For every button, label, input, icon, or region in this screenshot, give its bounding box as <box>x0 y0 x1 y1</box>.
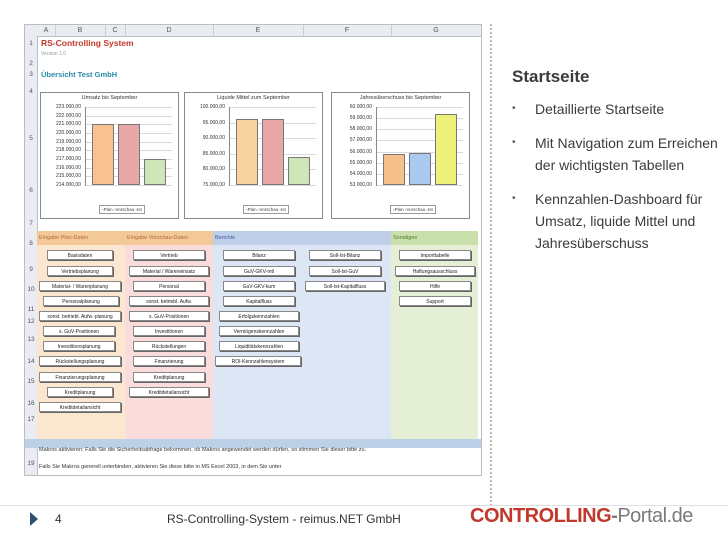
button-vermoegenskennzahlen[interactable]: Vermögenskennzahlen <box>219 326 299 336</box>
section-header-sonstiges: Sonstiges <box>391 231 478 245</box>
button-kapitalfluss[interactable]: Kapitalfluss <box>223 296 295 306</box>
button-soll-ist-bilanz[interactable]: Soll-Ist-Bilanz <box>309 250 381 260</box>
button-guv-gkv-kum[interactable]: GuV-GKV-kum <box>223 281 295 291</box>
button-s-guv-positionen[interactable]: s. GuV-Positionen <box>43 326 115 336</box>
button-kreditdetailansicht[interactable]: Kreditdetailansicht <box>39 402 121 412</box>
button-kreditplanung[interactable]: Kreditplanung <box>47 387 113 397</box>
axis-tick-label: 219.000,00 <box>55 138 81 145</box>
axis-tick-label: 57.000,00 <box>349 137 372 144</box>
row-number: 8 <box>29 240 33 247</box>
button-importtabelle[interactable]: Importtabelle <box>399 250 471 260</box>
button-erfolgskennzahlen[interactable]: Erfolgskennzahlen <box>219 311 299 321</box>
chart-legend: ▫Plan ▫Vorschau ▫Ist <box>243 205 289 214</box>
column-header-bar <box>25 25 481 37</box>
chart-plot <box>376 107 463 186</box>
button-material-warenplanung[interactable]: Material- / Warenplanung <box>39 281 121 291</box>
gridline <box>377 185 463 186</box>
logo-separator: - <box>611 505 618 527</box>
column-header-a: A <box>37 25 56 36</box>
column-header-e: E <box>213 25 304 36</box>
row-number: 11 <box>27 306 35 313</box>
row-number: 4 <box>29 88 33 95</box>
axis-tick-label: 221.000,00 <box>55 121 81 128</box>
axis-tick-label: 100.000,00 <box>199 104 225 110</box>
button-finanzierung[interactable]: Finanzierung <box>133 356 205 366</box>
chart-bar <box>288 157 310 185</box>
axis-tick-label: 58.000,00 <box>349 126 372 133</box>
macro-note-1: Makros aktivieren: Falls Sie die Sicherheitsabfrage bekommen, ob Makros angewendet werden dürfen, so stimmen Sie dieser bitte zu. <box>39 447 367 453</box>
row-number: 15 <box>27 378 35 385</box>
row-number: 3 <box>29 71 33 78</box>
sheet-subtitle: Übersicht Test GmbH <box>41 70 118 79</box>
footer-triangle-icon <box>30 512 38 526</box>
axis-tick-label: 90.000,00 <box>202 135 225 142</box>
axis-tick-label: 95.000,00 <box>202 119 225 126</box>
row-number: 16 <box>27 400 35 407</box>
gridline <box>86 185 172 186</box>
row-number: 2 <box>29 60 33 67</box>
chart-bar <box>383 154 405 185</box>
row-number: 13 <box>27 336 35 343</box>
button-soll-ist-kapitalfluss[interactable]: Soll-Ist-Kapitalfluss <box>305 281 385 291</box>
chart-bar <box>409 153 431 185</box>
axis-tick-label: 53.000,00 <box>349 182 372 188</box>
column-header-f: F <box>303 25 392 36</box>
axis-tick-label: 223.000,00 <box>55 104 81 110</box>
slide-title: Startseite <box>512 67 590 86</box>
button-support[interactable]: Support <box>399 296 471 306</box>
column-header-b: B <box>55 25 106 36</box>
axis-tick-label: 216.000,00 <box>55 164 81 171</box>
axis-tick-label: 222.000,00 <box>55 112 81 119</box>
axis-tick-label: 59.000,00 <box>349 115 372 122</box>
axis-tick-label: 54.000,00 <box>349 170 372 177</box>
button-personalplanung[interactable]: Personalplanung <box>43 296 119 306</box>
button-vertriebsplanung[interactable]: Vertriebsplanung <box>47 266 113 276</box>
button-investitionen[interactable]: Investitionen <box>133 326 205 336</box>
section-header-plan: Eingabe Plan-Daten <box>37 231 125 245</box>
button-bilanz[interactable]: Bilanz <box>223 250 295 260</box>
gridline <box>230 107 316 108</box>
chart-title: Umsatz bis September <box>81 95 138 101</box>
chart-umsatz <box>40 92 179 219</box>
gridline <box>86 116 172 117</box>
button-liquiditaetskennzahlen[interactable]: Liquiditätskennzahlen <box>219 341 299 351</box>
page-number: 4 <box>55 512 62 526</box>
row-number: 10 <box>27 286 35 293</box>
gridline <box>230 185 316 186</box>
axis-tick-label: 217.000,00 <box>55 156 81 162</box>
column-header-c: C <box>105 25 126 36</box>
bullet-list <box>512 98 722 266</box>
button-vertrieb[interactable]: Vertrieb <box>133 250 205 260</box>
logo-suffix: Portal.de <box>617 505 693 527</box>
button-rueckstellungsplanung[interactable]: Rückstellungsplanung <box>39 356 121 366</box>
button-kreditplanung-vorschau[interactable]: Kreditplanung <box>133 372 205 382</box>
chart-title: Liquide Mittel zum September <box>217 95 290 101</box>
section-header-berichte: Berichte <box>213 231 391 245</box>
chart-liquide-mittel <box>184 92 323 219</box>
row-number: 6 <box>29 187 33 194</box>
logo-main: CONTROLLING <box>470 505 612 527</box>
sheet-title: RS-Controlling System <box>41 38 134 48</box>
controlling-portal-logo <box>470 505 693 528</box>
bullet-item: • Kennzahlen-Dashboard für Umsatz, liquide Mittel und Jahresüberschuss <box>512 188 722 254</box>
gridline <box>377 107 463 108</box>
axis-tick-label: 80.000,00 <box>202 166 225 173</box>
button-hilfe[interactable]: Hilfe <box>399 281 471 291</box>
row-number: 5 <box>29 135 33 142</box>
row-number: 17 <box>27 416 35 423</box>
button-material-wareneinsatz[interactable]: Material / Wareneinsatz <box>129 266 209 276</box>
chart-plot <box>229 107 316 186</box>
button-s-guv-positionen-vorschau[interactable]: s. GuV-Positionen <box>129 311 209 321</box>
button-sonst-betriebl-aufw[interactable]: sonst. betriebl. Aufw. <box>129 296 209 306</box>
chart-bar <box>118 124 140 185</box>
axis-tick-label: 215.000,00 <box>55 173 81 180</box>
button-basisdaten[interactable]: Basisdaten <box>47 250 113 260</box>
chart-bar <box>236 119 258 185</box>
row-number: 7 <box>29 220 33 227</box>
button-haftungsausschluss[interactable]: Haftungsausschluss <box>395 266 475 276</box>
spreadsheet-screenshot <box>24 24 482 476</box>
chart-legend: ▫Plan ▫Vorschau ▫Ist <box>390 205 436 214</box>
row-number: 9 <box>29 266 33 273</box>
button-guv-gkv-mtl[interactable]: GuV-GKV-mtl <box>223 266 295 276</box>
gridline <box>86 107 172 108</box>
axis-tick-label: 85.000,00 <box>202 150 225 157</box>
row-number: 12 <box>27 318 35 325</box>
chart-plot <box>85 107 172 186</box>
axis-tick-label: 75.000,00 <box>202 182 225 188</box>
chart-bar <box>262 119 284 185</box>
button-personal[interactable]: Personal <box>133 281 205 291</box>
button-kreditdetailansicht-vorschau[interactable]: Kreditdetailansicht <box>129 387 209 397</box>
divider <box>490 24 492 514</box>
chart-bar <box>144 159 166 185</box>
column-header-d: D <box>125 25 214 36</box>
bullet-item: • Mit Navigation zum Erreichen der wichtigsten Tabellen <box>512 132 722 176</box>
axis-tick-label: 214.000,00 <box>55 182 81 188</box>
bullet-item: • Detaillierte Startseite <box>512 98 722 120</box>
chart-bar <box>92 124 114 185</box>
button-rueckstellungen[interactable]: Rückstellungen <box>133 341 205 351</box>
section-header-vorschau: Eingabe Vorschau-Daten <box>125 231 213 245</box>
axis-tick-label: 218.000,00 <box>55 147 81 154</box>
sheet-version: Version 1.0 <box>41 51 67 57</box>
button-sonst-betriebl-aufw-planung[interactable]: sonst. betriebl. Aufw.-planung <box>39 311 121 321</box>
button-roi-kennzahlensystem[interactable]: ROI-Kennzahlensystem <box>215 356 301 366</box>
chart-bar <box>435 114 457 185</box>
axis-tick-label: 55.000,00 <box>349 159 372 166</box>
chart-title: Jahresüberschuss bis September <box>359 95 442 101</box>
row-number: 14 <box>27 358 35 365</box>
macro-note-2: Falls Sie Makros generell unterbinden, aktivieren Sie diese bitte in MS Excel 2003, in dem Sie unter <box>39 464 282 470</box>
footer-text: RS-Controlling-System - reimus.NET GmbH <box>167 512 401 526</box>
chart-legend: ▫Plan ▫Vorschau ▫Ist <box>99 205 145 214</box>
axis-tick-label: 220.000,00 <box>55 130 81 136</box>
row-number: 19 <box>27 460 35 467</box>
button-investitionsplanung[interactable]: Investitionsplanung <box>43 341 115 351</box>
axis-tick-label: 60.000,00 <box>349 104 372 110</box>
chart-jahresueberschuss <box>331 92 470 219</box>
axis-tick-label: 56.000,00 <box>349 148 372 155</box>
button-soll-ist-guv[interactable]: Soll-Ist-GuV <box>309 266 381 276</box>
column-header-g: G <box>391 25 482 36</box>
button-finanzierungsplanung[interactable]: Finanzierungsplanung <box>39 372 121 382</box>
row-number: 1 <box>29 40 33 47</box>
